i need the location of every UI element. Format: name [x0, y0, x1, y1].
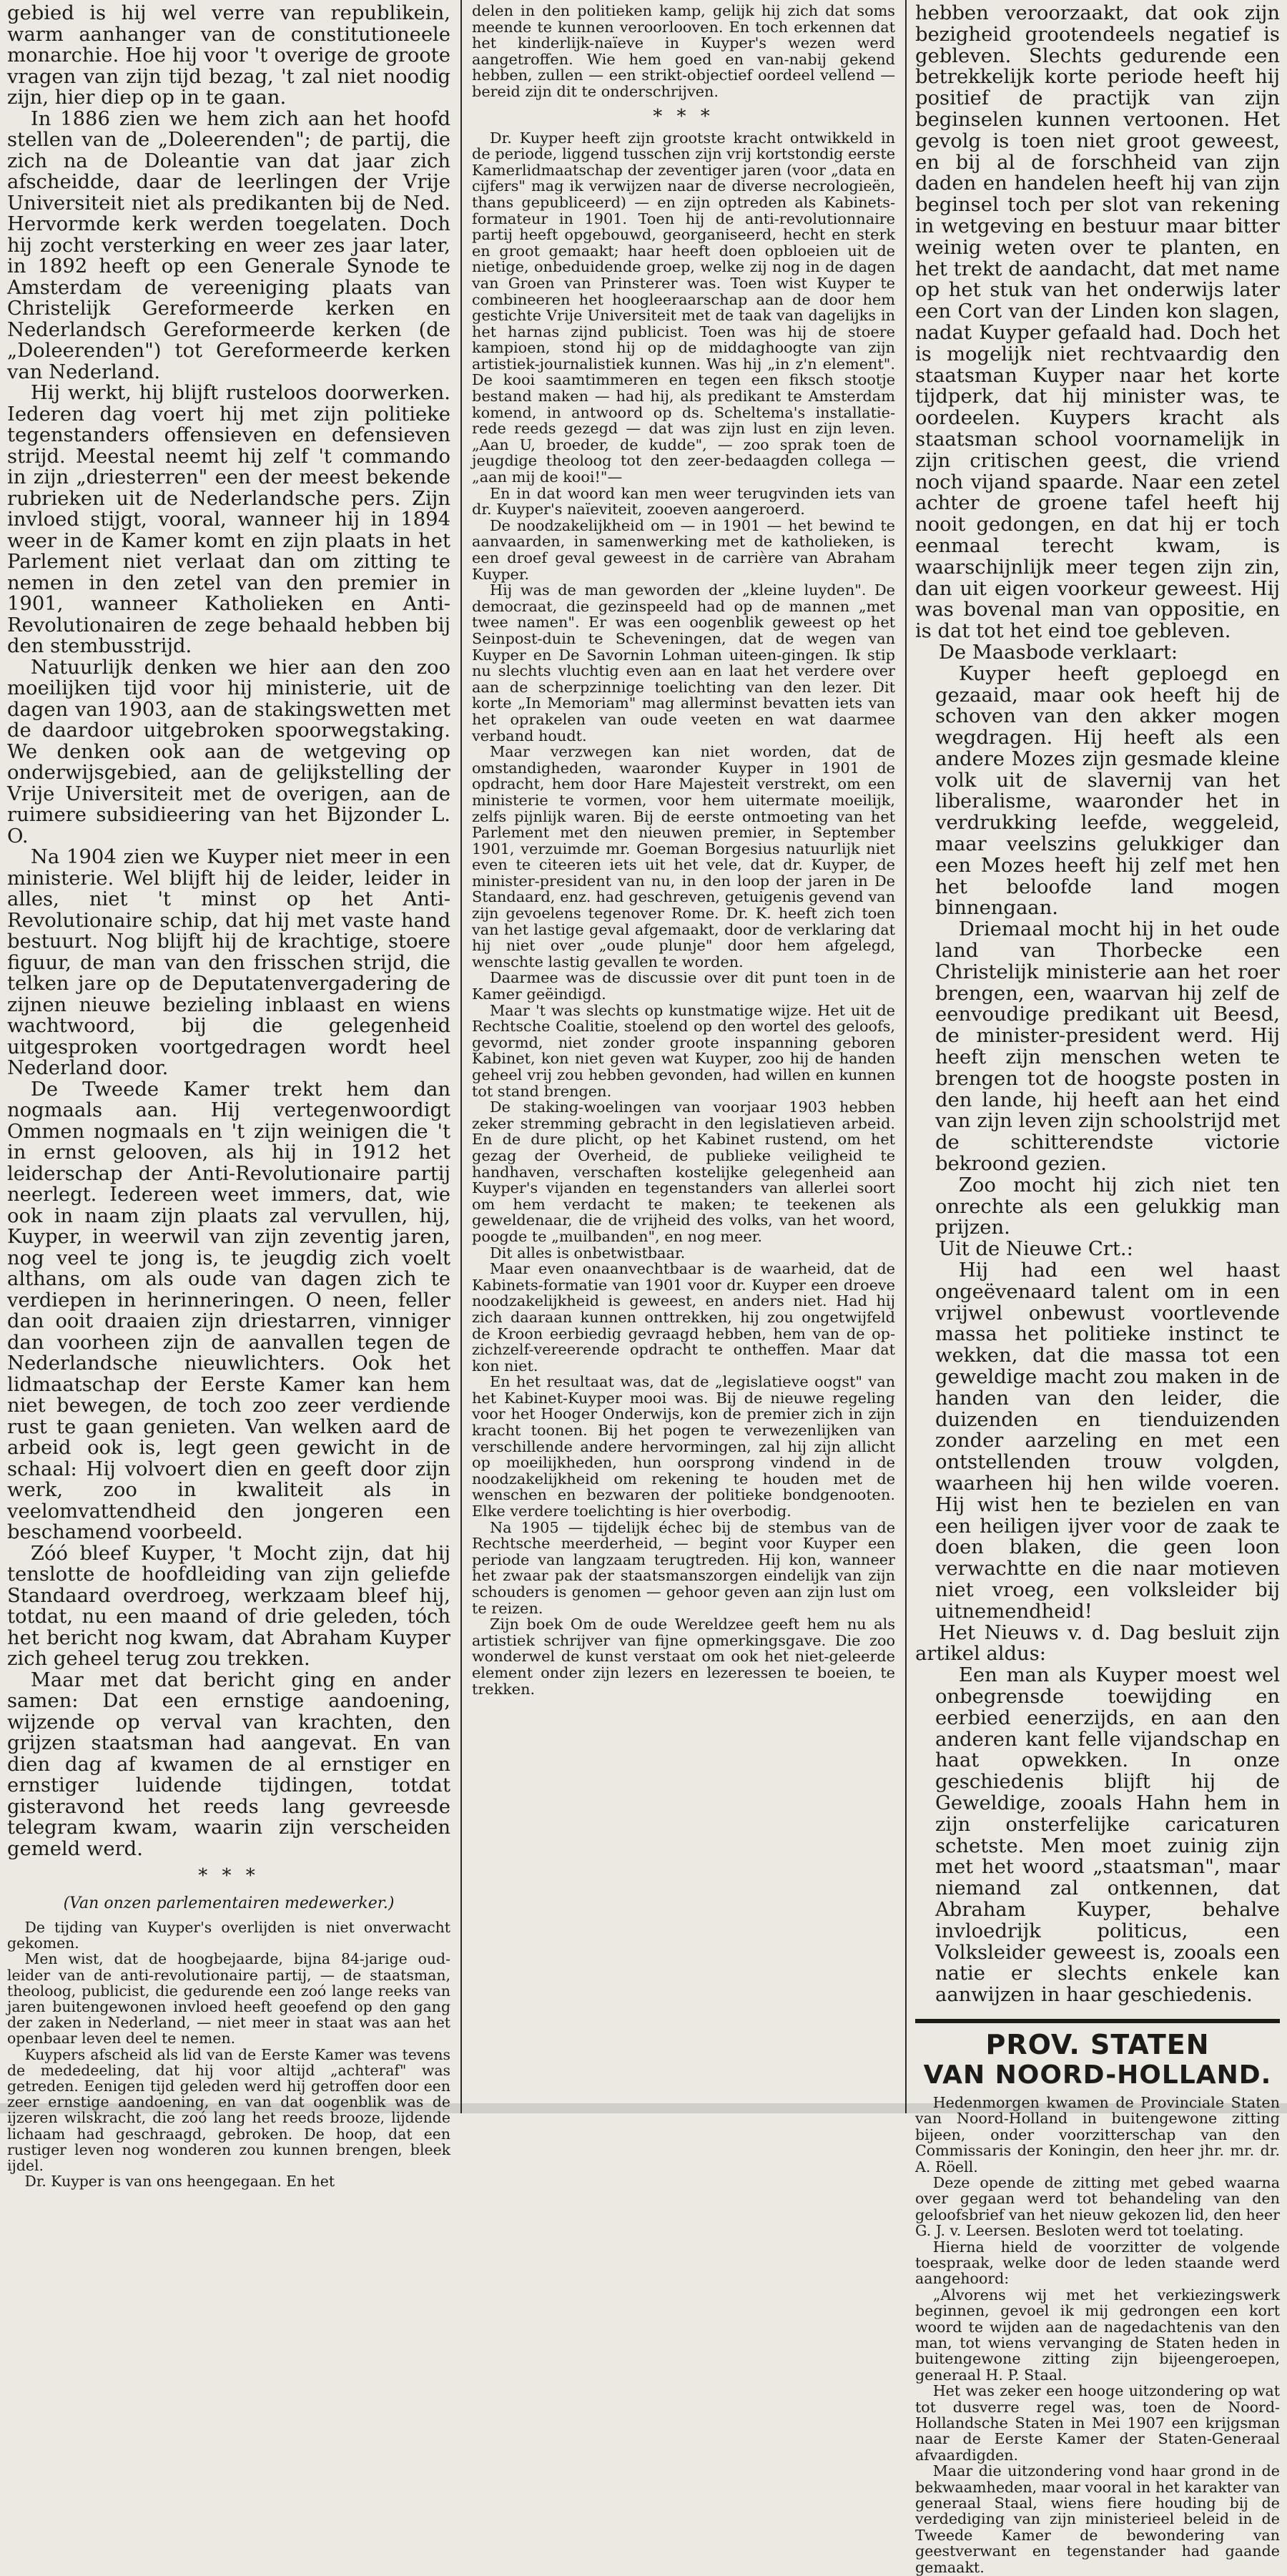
paragraph: Het was zeker een hooge uitzondering op wat tot dusverre regel was, toen de Noord-Hollandsche Staten in Mei 1907 een krijgsman naar de Eerste Kamer der Staten-Generaal afvaardigden.	[915, 2382, 1280, 2464]
paragraph: Men wist, dat de hoogbejaarde, bijna 84-jarige oud-leider van de anti-revolutionaire partij, — de staatsman, theoloog, publicist, die gedurende een zoó lange reeks van jaren buitengewonen invloed heeft geoefend op den gang der zaken in Nederland, — niet meer in staat was aan het openbaar leven deel te nemen.	[7, 1950, 450, 2047]
paragraph: Deze opende de zitting met gebed waarna over gegaan werd tot behandeling van den geloofsbrief van het nieuw gekozen lid, den heer G. J. v. Leersen. Besloten werd tot toelating.	[915, 2173, 1280, 2240]
quoted-paragraph: Driemaal mocht hij in het oude land van Thorbecke een Christelijk ministerie aan het roer brengen, een, waarvan hij zelf de eenvoudige predikant uit Beesd, de minister-president werd. Hij heeft zijn menschen weten te brengen tot de hoogste posten in den lande, hij heeft aan het eind van zijn leven zijn schoolstrijd met de schitterendste victorie bekroond gezien.	[935, 918, 1280, 1176]
paragraph: Hierna hield de voorzitter de volgende toespraak, welke door de leden staande werd aangehoord:	[915, 2238, 1280, 2288]
paragraph: In 1886 zien we hem zich aan het hoofd stellen van de „Doleerenden"; de partij, die zich na de Doleantie van dat jaar zich afscheidde, daar de leerlingen der Vrije Universiteit niet als predikanten bij de Ned. Hervormde kerk werden toegelaten. Doch hij zocht versterking en weer zes jaar later, in 1892 heeft op een Generale Synode te Amsterdam de vereeniging plaats van Christelijk Gereformeerde kerken en Nederlandsch Gereformeerde kerken (de „Doleerenden") tot Gereformeerde kerken van Nederland.	[7, 107, 450, 383]
quoted-paragraph: Kuyper heeft geploegd en gezaaid, maar ook heeft hij de schoven van den akker mogen wegdragen. Hij heeft als een andere Mozes zijn gesmade kleine volk uit de slavernij van het liberalisme, waaronder het in verdrukking leefde, weggeleid, maar veelszins gelukkiger dan een Mozes heeft hij zelf met hen het beloofde land mogen binnengaan.	[935, 662, 1280, 920]
quoted-paragraph: Een man als Kuyper moest wel onbegrensde toewijding en eerbied eenerzijds, en aan den anderen kant felle vijandschap en haat opwekken. In onze geschiedenis blijft hij de Geweldige, zooals Hahn hem in zijn onsterfelijke caricaturen schetste. Men moet zuinig zijn met het woord „staatsman", maar niemand zal ontkennen, dat Abraham Kuyper, behalve invloedrijk politicus, een Volksleider geweest is, zooals een natie er slechts enkele kan aanwijzen in haar geschiedenis.	[935, 1664, 1280, 2007]
paragraph: Dr. Kuyper heeft zijn grootste kracht ontwikkeld in de periode, liggend tusschen zijn vrij kortstondig eerste Kamerlidmaatschap der zeventiger jaren (voor „data en cijfers" mag ik verwijzen naar de diverse necrologieën, thans gepubliceerd) — en zijn optreden als Kabinets-formateur in 1901. Toen hij de anti-revolutionnaire partij heeft opgebouwd, georganiseerd, hecht en sterk en groot gemaakt; haar heeft doen opbloeien uit de nietige, onbeduidende groep, welke zij nog in de dagen van Groen van Prinsterer was. Toen wist Kuyper te combineeren het hoogleeraarschap aan de door hem gestichte Vrije Universiteit met de taak van dagelijks in het harnas zijnd publicist. Toen was hij de stoere kampioen, stond hij op de middaghoogte van zijn artistiek-journalistiek kunnen. Was hij „in z'n element". De kooi saamtimmeren en tegen een fiksch stootje bestand maken — had hij, als predikant te Amsterdam komend, in antwoord op ds. Scheltema's installatie-rede reeds gezegd — dat was zijn lust en zijn leven. „Aan U, broeder, de kudde", — zoo sprak toen de jeugdige theoloog tot den zeer-bedaagden collega — „aan mij de kooi!"—	[472, 129, 895, 486]
paragraph: En het resultaat was, dat de „legislatieve oogst" van het Kabinet-Kuyper mooi was. Bij de nieuwe regeling voor het Hooger Onderwijs, kon de premier zich in zijn kracht toonen. Bij het pogen te verwezenlijken van verschillende andere hervormingen, zal hij zijn allicht op moeilijkheden, hun oorsprong vindend in de noodzakelijkheid om rekening te houden met de wenschen en bezwaren der politieke bondgenooten. Elke verdere toelichting is hier overbodig.	[472, 1373, 895, 1520]
paragraph: Hij was de man geworden der „kleine luyden". De democraat, die gezinspeeld had op de mannen „met twee namen". Er was een oogenblik geweest op het Seinpost-duin te Scheveningen, dat de wegen van Kuyper en De Savornin Lohman uiteen-gingen. Ik stip nu slechts vluchtig even aan en laat het verdere over aan de scherpzinnige toelichting van den lezer. Dit korte „In Memoriam" mag allerminst bevatten iets van het oprakelen van oude veeten en wat daarmee verband houdt.	[472, 581, 895, 744]
paragraph: Het Nieuws v. d. Dag besluit zijn artikel aldus:	[915, 1621, 1280, 1666]
paragraph: Zóó bleef Kuyper, 't Mocht zijn, dat hij tenslotte de hoofdleiding van zijn geliefde Standaard overdroeg, werkzaam bleef hij, totdat, nu een maand of drie geleden, tóch het bericht nog kwam, dat Abraham Kuyper zich geheel terug zou trekken.	[7, 1542, 450, 1670]
section-separator: * * *	[653, 105, 714, 127]
page-bottom-edge	[0, 2103, 1287, 2113]
heading-line: PROV. STATEN	[985, 2028, 1210, 2060]
paragraph: Maar verzwegen kan niet worden, dat de omstandigheden, waaronder Kuyper in 1901 de opdracht, hem door Hare Majesteit verstrekt, om een ministerie te vormen, voor hem uitermate moeilijk, zelfs pijnlijk waren. Bij de eerste ontmoeting van het Parlement met den nieuwen premier, in September 1901, verzuimde mr. Goeman Borgesius natuurlijk niet even te citeeren iets uit het vele, dat dr. Kuyper, de minister-president van nu, in den loop der jaren in De Standaard, enz. had geschreven, getuigenis gevend van zijn gevoelens tegenover Rome. Dr. K. heeft zich toen van het lastige geval afgemaakt, door de verklaring dat hij niet over „oude plunje" door hem afgelegd, wenschte lastig gevallen te worden.	[472, 743, 895, 970]
section-heading	[915, 2019, 1280, 2090]
paragraph: Na 1904 zien we Kuyper niet meer in een ministerie. Wel blijft hij de leider, leider in alles, niet 't minst op het Anti-Revolutionaire schip, dat hij met vaste hand bestuurt. Nog blijft hij de krachtige, stoere figuur, de man van den frisschen strijd, die telken jare op de Deputatenvergadering de zijnen nieuwe bezieling inblaast en wiens wachtwoord, bij die gelegenheid uitgesproken voortgedragen wordt heel Nederland door.	[7, 846, 450, 1079]
paragraph: Maar even onaanvechtbaar is de waarheid, dat de Kabinets-formatie van 1901 voor dr. Kuyper een droeve noodzakelijkheid is geweest, en anders niet. Had hij zich daaraan kunnen onttrekken, hij zou ongetwijfeld de Kroon eerbiedig gevraagd hebben, hem van de op-zichzelf-vereerende opdracht te ontheffen. Maar dat kon niet.	[472, 1260, 895, 1375]
paragraph: Dit alles is onbetwistbaar.	[489, 1244, 686, 1262]
byline: (Van onzen parlementairen medewerker.)	[63, 1894, 395, 1912]
paragraph: delen in den politieken kamp, gelijk hij zich dat soms meende te kunnen veroorlooven. En toch erkennen dat het kinderlijk-naïeve in Kuyper's wezen werd aangetroffen. Wie hem goed en van-nabij gekend hebben, zullen — een strikt-objectief oordeel vellend — bereid zijn dit te onderschrijven.	[472, 2, 895, 100]
heading-line: VAN NOORD-HOLLAND.	[923, 2060, 1272, 2090]
paragraph: De Tweede Kamer trekt hem dan nogmaals aan. Hij vertegenwoordigt Ommen nogmaals en 't zijn weinigen die 't in ernst gelooven, als hij in 1912 het leiderschap der Anti-Revolutionaire partij neerlegt. Iedereen weet immers, dat, wie ook in naam zijn plaats zal vervullen, hij, Kuyper, in weerwil van zijn zeventig jaren, nog veel te jong is, te jeugdig zich voelt althans, om als oude van dagen zich te verdiepen in herinneringen. O neen, feller dan ooit draaien zijn driestarren, vinniger dan voorheen zijn de aanvallen tegen de Nederlandsche nieuwlichters. Ook het lidmaatschap der Eerste Kamer kan hem niet bewegen, de toch zoo zeer verdiende rust te gaan genieten. Van welken aard de arbeid ook is, legt geen gewicht in de schaal: Hij volvoert dien en geeft door zijn werk, zoo in kwaliteit als in veelomvattendheid den jongeren een beschamend voorbeeld.	[7, 1078, 450, 1543]
paragraph: Zijn boek Om de oude Wereldzee geeft hem nu als artistiek schrijver van fijne opmerkingsgave. Die zoo wonderwel de kunst verstaat om ook het niet-geleerde element onder zijn lezers en lezeressen te boeien, te trekken.	[472, 1616, 895, 1698]
paragraph: hebben veroorzaakt, dat ook zijn bezigheid grootendeels negatief is gebleven. Slechts gedurende een betrekkelijk korte periode heeft hij positief de practijk van zijn beginselen kunnen vertoonen. Het gevolg is toen niet groot geweest, en bij al de forschheid van zijn daden en handelen heeft hij van zijn beginsel toch per slot van rekening in wetgeving en bestuur maar bitter weinig weten over te planten, en het trekt de aandacht, dat met name op het stuk van het onderwijs later een Cort van der Linden kon slagen, nadat Kuyper gefaald had. Doch het is mogelijk niet rechtvaardig den staatsman Kuyper naar het korte tijdperk, dat hij minister was, te oordeelen. Kuypers kracht als staatsman school voornamelijk in zijn critischen geest, die vriend noch vijand spaarde. Naar een zetel achter de groene tafel heeft hij nooit gedongen, en dat hij er toch eenmaal terecht kwam, is waarschijnlijk meer tegen zijn zin, dan uit eigen voorkeur geweest. Hij was bovenal man van oppositie, en is dat tot het eind toe gebleven.	[915, 2, 1280, 643]
paragraph: Uit de Nieuwe Crt.:	[938, 1238, 1133, 1261]
quoted-paragraph: Hij had een wel haast ongeëvenaard talent om in een vrijwel onbewust voortlevende massa het politieke instinct te wekken, dat die massa tot een geweldige macht zou maken in de handen van den leider, die duizenden en tienduizenden zonder aarzeling en met een ontstellenden trouw volgden, waarheen hij hen wilde voeren. Hij wist hen te bezielen en van een heiligen ijver voor de zaak te doen blaken, die geen loon verwachtte en die naar motieven niet vroeg, een volksleider bij uitnemendheid!	[935, 1259, 1280, 1623]
paragraph: De tijding van Kuyper's overlijden is niet onverwacht gekomen.	[7, 1919, 450, 1952]
column-3	[908, 0, 1287, 2576]
paragraph: Natuurlijk denken we hier aan den zoo moeilijken tijd voor hij ministerie, uit de dagen van 1903, aan de stakingswetten met de daardoor uitgebroken spoorwegstaking. We denken ook aan de wetgeving op onderwijsgebied, aan de gelijkstelling der Vrije Universiteit met de overigen, aan de ruimere subsidieering van het Bijzonder L. O.	[7, 656, 450, 847]
paragraph: Dr. Kuyper is van ons heengegaan. En het	[24, 2173, 335, 2191]
paragraph: Kuypers afscheid als lid van de Eerste Kamer was tevens de mededeeling, dat hij voor altijd „achteraf" was getreden. Eenigen tijd geleden werd hij getroffen door een zeer ernstige aandoening, en van dat oogenblik was de ijzeren wilskracht, die zoó lang het reeds brooze, lijdende lichaam had geschraagd, gebroken. De hoop, dat een rustiger leven nog wonderen zou kunnen brengen, bleek ijdel.	[7, 2045, 450, 2175]
paragraph: Maar met dat bericht ging en ander samen: Dat een ernstige aandoening, wijzende op verval van krachten, den grijzen staatsman had aangevat. En van dien dag af kwamen de al ernstiger en ernstiger luidende tijdingen, totdat gisteravond het reeds lang gevreesde telegram kwam, waarin zijn verscheiden gemeld werd.	[7, 1668, 450, 1860]
paragraph: Daarmee was de discussie over dit punt toen in de Kamer geëindigd.	[472, 969, 895, 1003]
column-rule	[905, 0, 907, 2113]
paragraph: gebied is hij wel verre van republikein, warm aanhanger van de constitutioneele monarchie. Hoe hij voor 't overige de groote vragen van zijn tijd bezag, 't zal niet noodig zijn, hier diep op in te gaan.	[7, 2, 450, 109]
paragraph: Maar die uitzondering vond haar grond in de bekwaamheden, maar vooral in het karakter van generaal Staal, wiens fiere houding bij de verdediging van zijn ministerieel beleid in de Tweede Kamer de bewondering van geestverwant en tegenstander had gaande gemaakt.	[915, 2462, 1280, 2576]
paragraph: En in dat woord kan men weer terugvinden iets van dr. Kuyper's naïeviteit, zooeven aangeroerd.	[472, 484, 895, 518]
paragraph: De staking-woelingen van voorjaar 1903 hebben zeker stremming gebracht in den legislatieven arbeid. En de dure plicht, op het Kabinet rustend, om het gezag der Overheid, de publieke veiligheid te handhaven, verschaften kostelijke gelegenheid aan Kuyper's vijanden en tegenstanders van allerlei soort om hem verdacht te maken; te teekenen als geweldenaar, die de vrijheid des volks, van het woord, poogde te „muilbanden", en nog meer.	[472, 1098, 895, 1245]
paragraph: Na 1905 — tijdelijk échec bij de stembus van de Rechtsche meerderheid, — begint voor Kuyper een periode van langzaam terugtreden. Hij kon, wanneer het zwaar pak der staatsmanszorgen eindelijk van zijn schouders is genomen — gehoor geven aan zijn lust om te reizen.	[472, 1518, 895, 1617]
paragraph: Hedenmorgen kwamen de Provinciale Staten van Noord-Holland in buitengewone zitting bijeen, onder voorzitterschap van den Commissaris der Koningin, den heer jhr. mr. dr. A. Röell.	[915, 2093, 1280, 2176]
column-2	[465, 0, 902, 2113]
quoted-paragraph: Zoo mocht hij zich niet ten onrechte als een gelukkig man prijzen.	[935, 1174, 1280, 1239]
paragraph: De noodzakelijkheid om — in 1901 — het bewind te aanvaarden, in samenwerking met de katholieken, is een droef geval geweest in de carrière van Abraham Kuyper.	[472, 516, 895, 583]
paragraph: Maar 't was slechts op kunstmatige wijze. Het uit de Rechtsche Coalitie, stoelend op den wortel des geloofs, gevormd, niet zonder groote inspanning geboren Kabinet, kon niet geven wat Kuyper, zoo hij de handen geheel vrij zou hebben gevonden, had willen en kunnen tot stand brengen.	[472, 1001, 895, 1100]
paragraph: „Alvorens wij met het verkiezingswerk beginnen, gevoel ik mij gedrongen een kort woord te wijden aan de nagedachtenis van den man, tot wiens vervanging de Staten heden in buitengewone zitting zijn bijeengeroepen, generaal H. P. Staal.	[915, 2286, 1280, 2384]
column-1	[0, 0, 458, 2191]
column-rule	[460, 0, 462, 2113]
paragraph: Hij werkt, hij blijft rusteloos doorwerken. Iederen dag voert hij met zijn politieke tegenstanders offensieven en defensieven strijd. Meestal neemt hij zelf 't commando in zijn „driesterren" een der meest bekende rubrieken uit de Nederlandsche pers. Zijn invloed stijgt, vooral, wanneer hij in 1894 weer in de Kamer komt en zijn plaats in het Parlement niet verlaat dan om zitting te nemen in den zetel van den premier in 1901, wanneer Katholieken en Anti-Revolutionairen de zege behaald hebben bij den stembusstrijd.	[7, 382, 450, 657]
section-separator: * * *	[198, 1865, 260, 1887]
paragraph: De Maasbode verklaart:	[938, 641, 1178, 664]
